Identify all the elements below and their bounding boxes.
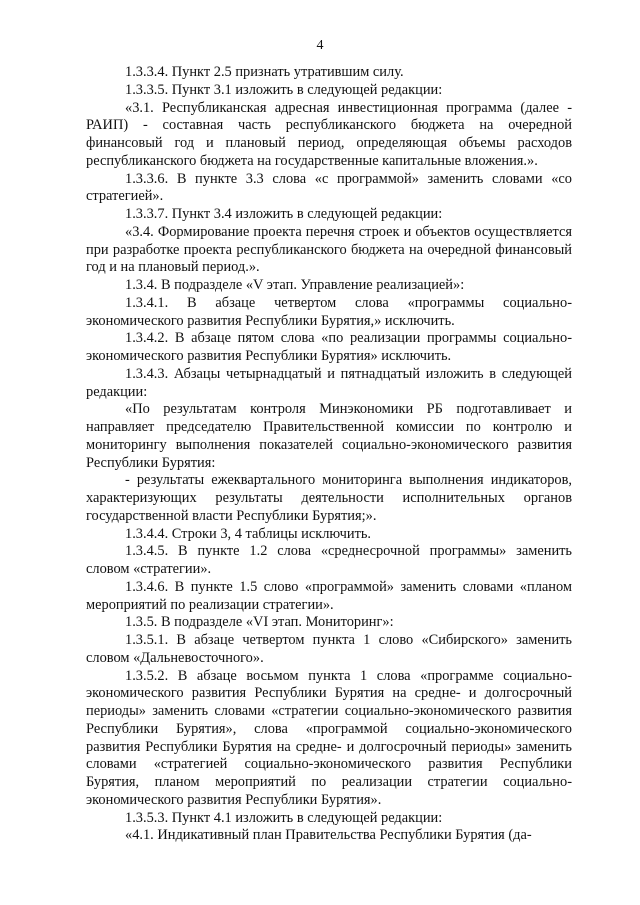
paragraph-1-3-3-5: 1.3.3.5. Пункт 3.1 изложить в следующей редакции:: [125, 81, 443, 98]
paragraph-1-3-3-4: 1.3.3.4. Пункт 2.5 признать утратившим силу.: [125, 64, 404, 80]
document-body: [86, 64, 572, 845]
quoted-paragraph-4-1: «4.1. Индикативный план Правительства Республики Бурятия (да-: [125, 827, 532, 844]
paragraph-1-3-4-6: 1.3.4.6. В пункте 1.5 слово «программой» заменить словами «планом мероприятий по реализации стратегии».: [86, 578, 572, 613]
paragraph-1-3-5-3: 1.3.5.3. Пункт 4.1 изложить в следующей редакции:: [125, 809, 443, 826]
quoted-paragraph-control-results: «По результатам контроля Минэкономики РБ подготавливает и направляет председателю Правительственной комиссии по контролю и мониторингу выполнения показателей социально-экономического развития Республики Бурятия:: [86, 401, 572, 471]
paragraph-1-3-4-4: 1.3.4.4. Строки 3, 4 таблицы исключить.: [125, 525, 372, 542]
paragraph-1-3-4-5: 1.3.4.5. В пункте 1.2 слова «среднесрочной программы» заменить словом «стратегии».: [86, 543, 572, 577]
paragraph-1-3-4: 1.3.4. В подразделе «V этап. Управление реализацией»:: [125, 277, 465, 293]
quoted-list-item-monitoring: - результаты ежеквартального мониторинга выполнения индикаторов, характеризующих результаты деятельности исполнительных органов государственной власти Республики Бурятия;».: [86, 472, 572, 524]
paragraph-1-3-4-2: 1.3.4.2. В абзаце пятом слова «по реализации программы социально-экономического развития Республики Бурятия» исключить.: [86, 330, 572, 364]
paragraph-1-3-3-6: 1.3.3.6. В пункте 3.3 слова «с программой» заменить словами «со стратегией».: [86, 170, 572, 205]
paragraph-1-3-5: 1.3.5. В подразделе «VI этап. Мониторинг»:: [125, 614, 394, 631]
paragraph-1-3-3-7: 1.3.3.7. Пункт 3.4 изложить в следующей редакции:: [125, 206, 443, 222]
page-number: 4: [316, 38, 324, 53]
paragraph-1-3-4-1: 1.3.4.1. В абзаце четвертом слова «программы социально-экономического развития Республики Бурятия,» исключить.: [86, 294, 572, 329]
paragraph-1-3-4-3: 1.3.4.3. Абзацы четырнадцатый и пятнадцатый изложить в следующей редакции:: [86, 365, 572, 400]
paragraph-1-3-5-1: 1.3.5.1. В абзаце четвертом пункта 1 слово «Сибирского» заменить словом «Дальневосточного».: [86, 632, 572, 666]
paragraph-1-3-5-2: 1.3.5.2. В абзаце восьмом пункта 1 слова «программе социально-экономического развития Республики Бурятия на средне- и долгосрочный периоды» заменить словами «стратегии социально-экономического развития Республики Бурятия», слова «программой социально-экономического развития Республики Бурятия на средне- и долгосрочный периоды» заменить словами «стратегией социально-экономического развития Республики Бурятия, планом мероприятий по реализации стратегии социально-экономического развития Республики Бурятия».: [86, 667, 572, 808]
quoted-paragraph-3-4: «3.4. Формирование проекта перечня строек и объектов осуществляется при разработке проекта республиканского бюджета на очередной финансовый год и на плановый период.».: [86, 223, 572, 276]
quoted-paragraph-3-1: «3.1. Республиканская адресная инвестиционная программа (далее - РАИП) - составная часть республиканского бюджета на очередной финансовый год и плановый период, определяющая объемы расходов республиканского бюджета на государственные капитальные вложения.».: [86, 99, 572, 169]
